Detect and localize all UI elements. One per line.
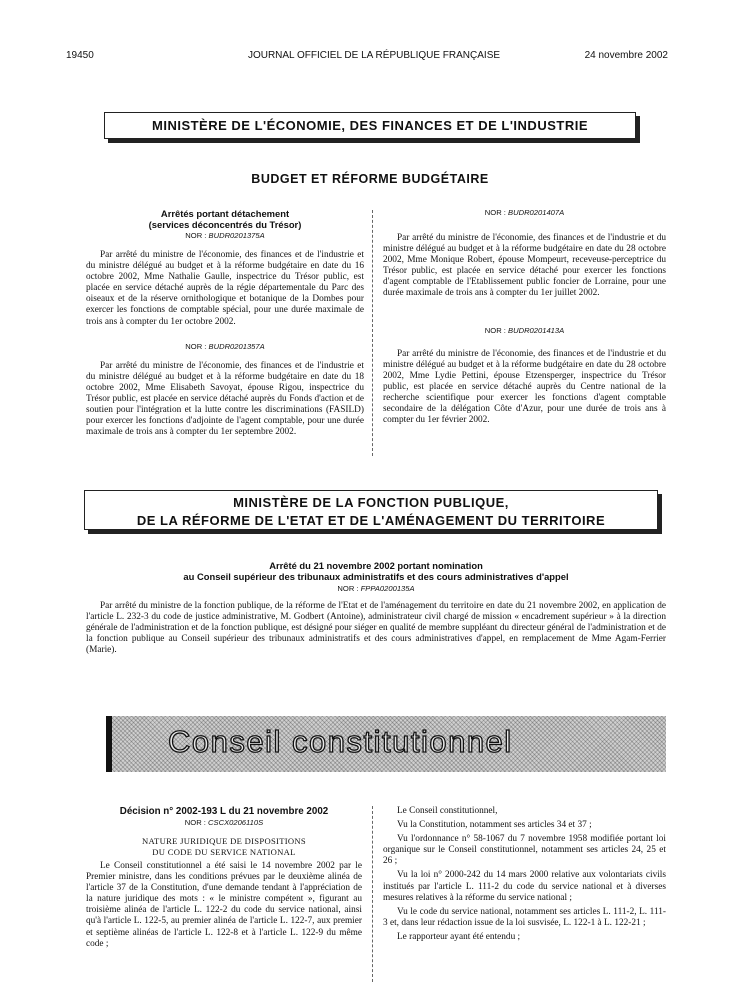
issue-date: 24 novembre 2002 [584, 50, 668, 61]
decision-visa: Le Conseil constitutionnel, [397, 806, 498, 816]
nomination-title-line1: Arrêté du 21 novembre 2002 portant nomination [269, 560, 483, 571]
decision-visa: Vu l'ordonnance n° 58-1067 du 7 novembre 1958 modifiée portant loi organique sur le Conseil constitutionnel, notamment ses articles 24, 25 et 26 ; [383, 834, 666, 867]
decision-subject: NATURE JURIDIQUE DE DISPOSITIONS DU CODE DU SERVICE NATIONAL [141, 836, 307, 857]
arrete-paragraph: Par arrêté du ministre de l'économie, des finances et de l'industrie et du ministre délégué au budget et à la réforme budgétaire en date du 16 octobre 2002, Mme Nathalie Gaulle, inspectrice du Trésor public, est placée en service détaché auprès de la régie départementale du Parc des oiseaux et de la réserve ornithologique et botanique de la Dombes pour exercer les fonctions de comptable spécial, pour une durée maximale de trois ans à compter du 1er octobre 2002. [86, 250, 364, 327]
nor-reference: NOR : BUDR0201413A [484, 325, 565, 335]
nomination-title-line2: au Conseil supérieur des tribunaux administratifs et des cours administratives d'appel [183, 571, 569, 582]
nor-reference: NOR : BUDR0201375A [185, 231, 265, 240]
decision-visa: Le rapporteur ayant été entendu ; [397, 931, 521, 942]
column-divider [372, 210, 373, 456]
ministry1-right-column [383, 208, 666, 426]
arrete-paragraph: Par arrêté du ministre de l'économie, des finances et de l'industrie et du ministre délégué au budget et à la réforme budgétaire en date du 28 octobre 2002, Mme Monique Robert, épouse Mompeurt, receveuse-perceptrice du Trésor public, est placée en service détaché pour exercer les fonctions d'agent comptable de l'Etablissement public foncier de Lorraine, pour une durée maximale de trois ans à compter du 1er juillet 2002. [383, 233, 666, 299]
nor-reference: NOR : BUDR0201357A [185, 341, 265, 351]
ministry-fonction-publique-line2: DE LA RÉFORME DE L'ETAT ET DE L'AMÉNAGEMENT DU TERRITOIRE [136, 513, 606, 528]
nor-reference: NOR : BUDR0201407A [484, 208, 565, 217]
conseil-banner [106, 716, 666, 772]
decision-left-column [86, 806, 362, 950]
ministry2-section [86, 560, 666, 656]
decision-right-column [383, 806, 666, 943]
arretes-title-line1: Arrêtés portant détachement [160, 208, 290, 219]
decision-title: Décision n° 2002-193 L du 21 novembre 2002 [119, 806, 329, 817]
arretes-title-line2: (services déconcentrés du Trésor) [148, 219, 302, 230]
nomination-paragraph: Par arrêté du ministre de la fonction publique, de la réforme de l'Etat et de l'aménagement du territoire en date du 21 novembre 2002, en application de l'article L. 232-3 du code de justice administrative, M. Godbert (Antoine), administrateur civil chargé de mission « encadrement supérieur » à la direction générale de l'administration et de la fonction publique, est désigné pour siéger en qualité de membre suppléant du directeur général de l'administration et de la fonction publique au Conseil supérieur des tribunaux administratifs et des cours administratives d'appel, en remplacement de Mme Agam-Ferrier (Marie). [86, 601, 666, 656]
nor-reference: NOR : CSCX0206110S [184, 818, 264, 827]
section-budget-heading: BUDGET ET RÉFORME BUDGÉTAIRE [251, 172, 489, 186]
column-divider [372, 806, 373, 982]
page-number: 19450 [66, 50, 94, 61]
ministry-fonction-publique-box [84, 490, 658, 530]
ministry-fonction-publique-line1: MINISTÈRE DE LA FONCTION PUBLIQUE, [233, 495, 509, 510]
ministry-economie-box [104, 112, 636, 139]
decision-visa: Vu la Constitution, notamment ses articles 34 et 37 ; [397, 820, 592, 831]
journal-title: JOURNAL OFFICIEL DE LA RÉPUBLIQUE FRANÇAISE [247, 50, 501, 61]
arrete-paragraph: Par arrêté du ministre de l'économie, des finances et de l'industrie et du ministre délégué au budget et à la réforme budgétaire en date du 28 octobre 2002, Mme Lydie Pettini, épouse Etzensperger, inspectrice du Trésor public, est placée en service détaché auprès du Centre national de la recherche scientifique pour exercer les fonctions d'agent comptable secondaire de la délégation Côte d'Azur, pour une durée de trois ans à compter du 1er février 2002. [383, 348, 666, 426]
nor-reference: NOR : FPPA0200135A [337, 584, 415, 593]
ministry1-left-column [86, 208, 364, 438]
banner-accent-bar [106, 716, 112, 772]
decision-visa: Vu la loi n° 2000-242 du 14 mars 2000 relative aux volontariats civils institués par l'article L. 111-2 du code du service national et à diverses mesures relatives à la réforme du service national ; [383, 870, 666, 903]
ministry-economie-name: MINISTÈRE DE L'ÉCONOMIE, DES FINANCES ET DE L'INDUSTRIE [152, 118, 588, 133]
decision-visa: Vu le code du service national, notamment ses articles L. 111-2, L. 111-3 et, dans leur rédaction issue de la loi susvisée, L. 122-1 à L. 122-21 ; [383, 906, 666, 928]
arrete-paragraph: Par arrêté du ministre de l'économie, des finances et de l'industrie et du ministre délégué au budget et à la réforme budgétaire en date du 18 octobre 2002, Mme Elisabeth Savoyat, épouse Rigou, inspectrice du Trésor public, est placée en service détaché auprès du Fonds d'action et de soutien pour l'intégration et la lutte contre les discriminations (FASILD) pour exercer les fonctions d'adjointe de l'agent comptable, pour une durée maximale de trois ans à compter du 1er septembre 2002. [86, 360, 364, 438]
decision-paragraph: Le Conseil constitutionnel a été saisi le 14 novembre 2002 par le Premier ministre, dans les conditions prévues par le deuxième alinéa de l'article 37 de la Constitution, d'une demande tendant à l'appréciation de la nature juridique des mots : « le ministre compétent », figurant au troisième alinéa de l'article L. 122-2 du code du service national, ainsi qu'à l'article L. 122-5, au premier alinéa de l'article L. 122-7, aux premier et septième alinéas de l'article L. 122-8 et à l'article L. 122-9 du même code ; [86, 861, 362, 949]
conseil-banner-title: Conseil constitutionnel [168, 724, 513, 759]
